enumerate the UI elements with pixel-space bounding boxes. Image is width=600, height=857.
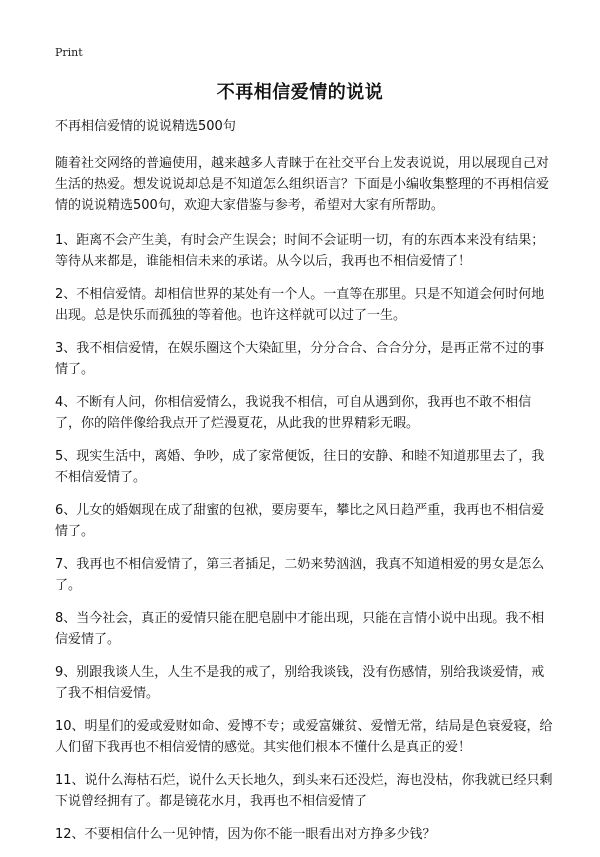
list-item: 5、现实生活中，离婚、争吵，成了家常便饭，往日的安静、和睦不知道那里去了，我不相信爱情了。	[55, 449, 545, 485]
print-link[interactable]: Print	[55, 46, 83, 59]
article-intro: 随着社交网络的普遍使用，越来越多人青睐于在社交平台上发表说说，用以展现自己对生活的热爱。想发说说却总是不知道怎么组织语言？下面是小编收集整理的不再相信爱情的说说精选500句，欢迎大家借鉴与参考，希望对大家有所帮助。	[55, 156, 550, 213]
list-item: 11、说什么海枯石烂，说什么天长地久，到头来石还没烂，海也没枯，你我就已经只剩下说曾经拥有了。都是镜花水月，我再也不相信爱情了	[55, 773, 553, 809]
list-item: 3、我不相信爱情，在娱乐圈这个大染缸里，分分合合、合合分分，是再正常不过的事情了。	[55, 341, 545, 377]
list-item: 7、我再也不相信爱情了，第三者插足，二奶来势汹汹，我真不知道相爱的男女是怎么了。	[55, 557, 545, 593]
page-title: 不再相信爱情的说说	[216, 82, 384, 103]
list-item: 6、儿女的婚姻现在成了甜蜜的包袱，要房要车，攀比之风日趋严重，我再也不相信爱情了。	[55, 503, 545, 539]
list-item: 8、当今社会，真正的爱情只能在肥皂剧中才能出现，只能在言情小说中出现。我不相信爱情了。	[55, 611, 545, 647]
list-item: 2、不相信爱情。却相信世界的某处有一个人。一直等在那里。只是不知道会何时何地出现。总是快乐而孤独的等着他。也许这样就可以过了一生。	[55, 287, 545, 323]
list-item: 12、不要相信什么一见钟情，因为你不能一眼看出对方挣多少钱？	[55, 827, 436, 842]
article-subtitle: 不再相信爱情的说说精选500句	[55, 119, 236, 134]
article-body	[55, 116, 555, 857]
list-item: 9、别跟我谈人生，人生不是我的戒了，别给我谈钱，没有伤感情，别给我谈爱情，戒了我不相信爱情。	[55, 665, 545, 701]
list-item: 4、不断有人问，你相信爱情么，我说我不相信，可自从遇到你，我再也不敢不相信了，你的陪伴像给我点开了烂漫夏花，从此我的世界精彩无暇。	[55, 395, 532, 431]
list-item: 10、明星们的爱或爱财如命、爱博不专；或爱富嫌贫、爱憎无常，结局是色衰爱寝，给人们留下我再也不相信爱情的感觉。其实他们根本不懂什么是真正的爱！	[55, 719, 553, 755]
list-item: 1、距离不会产生美，有时会产生误会；时间不会证明一切，有的东西本来没有结果；等待从来都是，谁能相信未来的承诺。从今以后，我再也不相信爱情了！	[55, 233, 545, 269]
